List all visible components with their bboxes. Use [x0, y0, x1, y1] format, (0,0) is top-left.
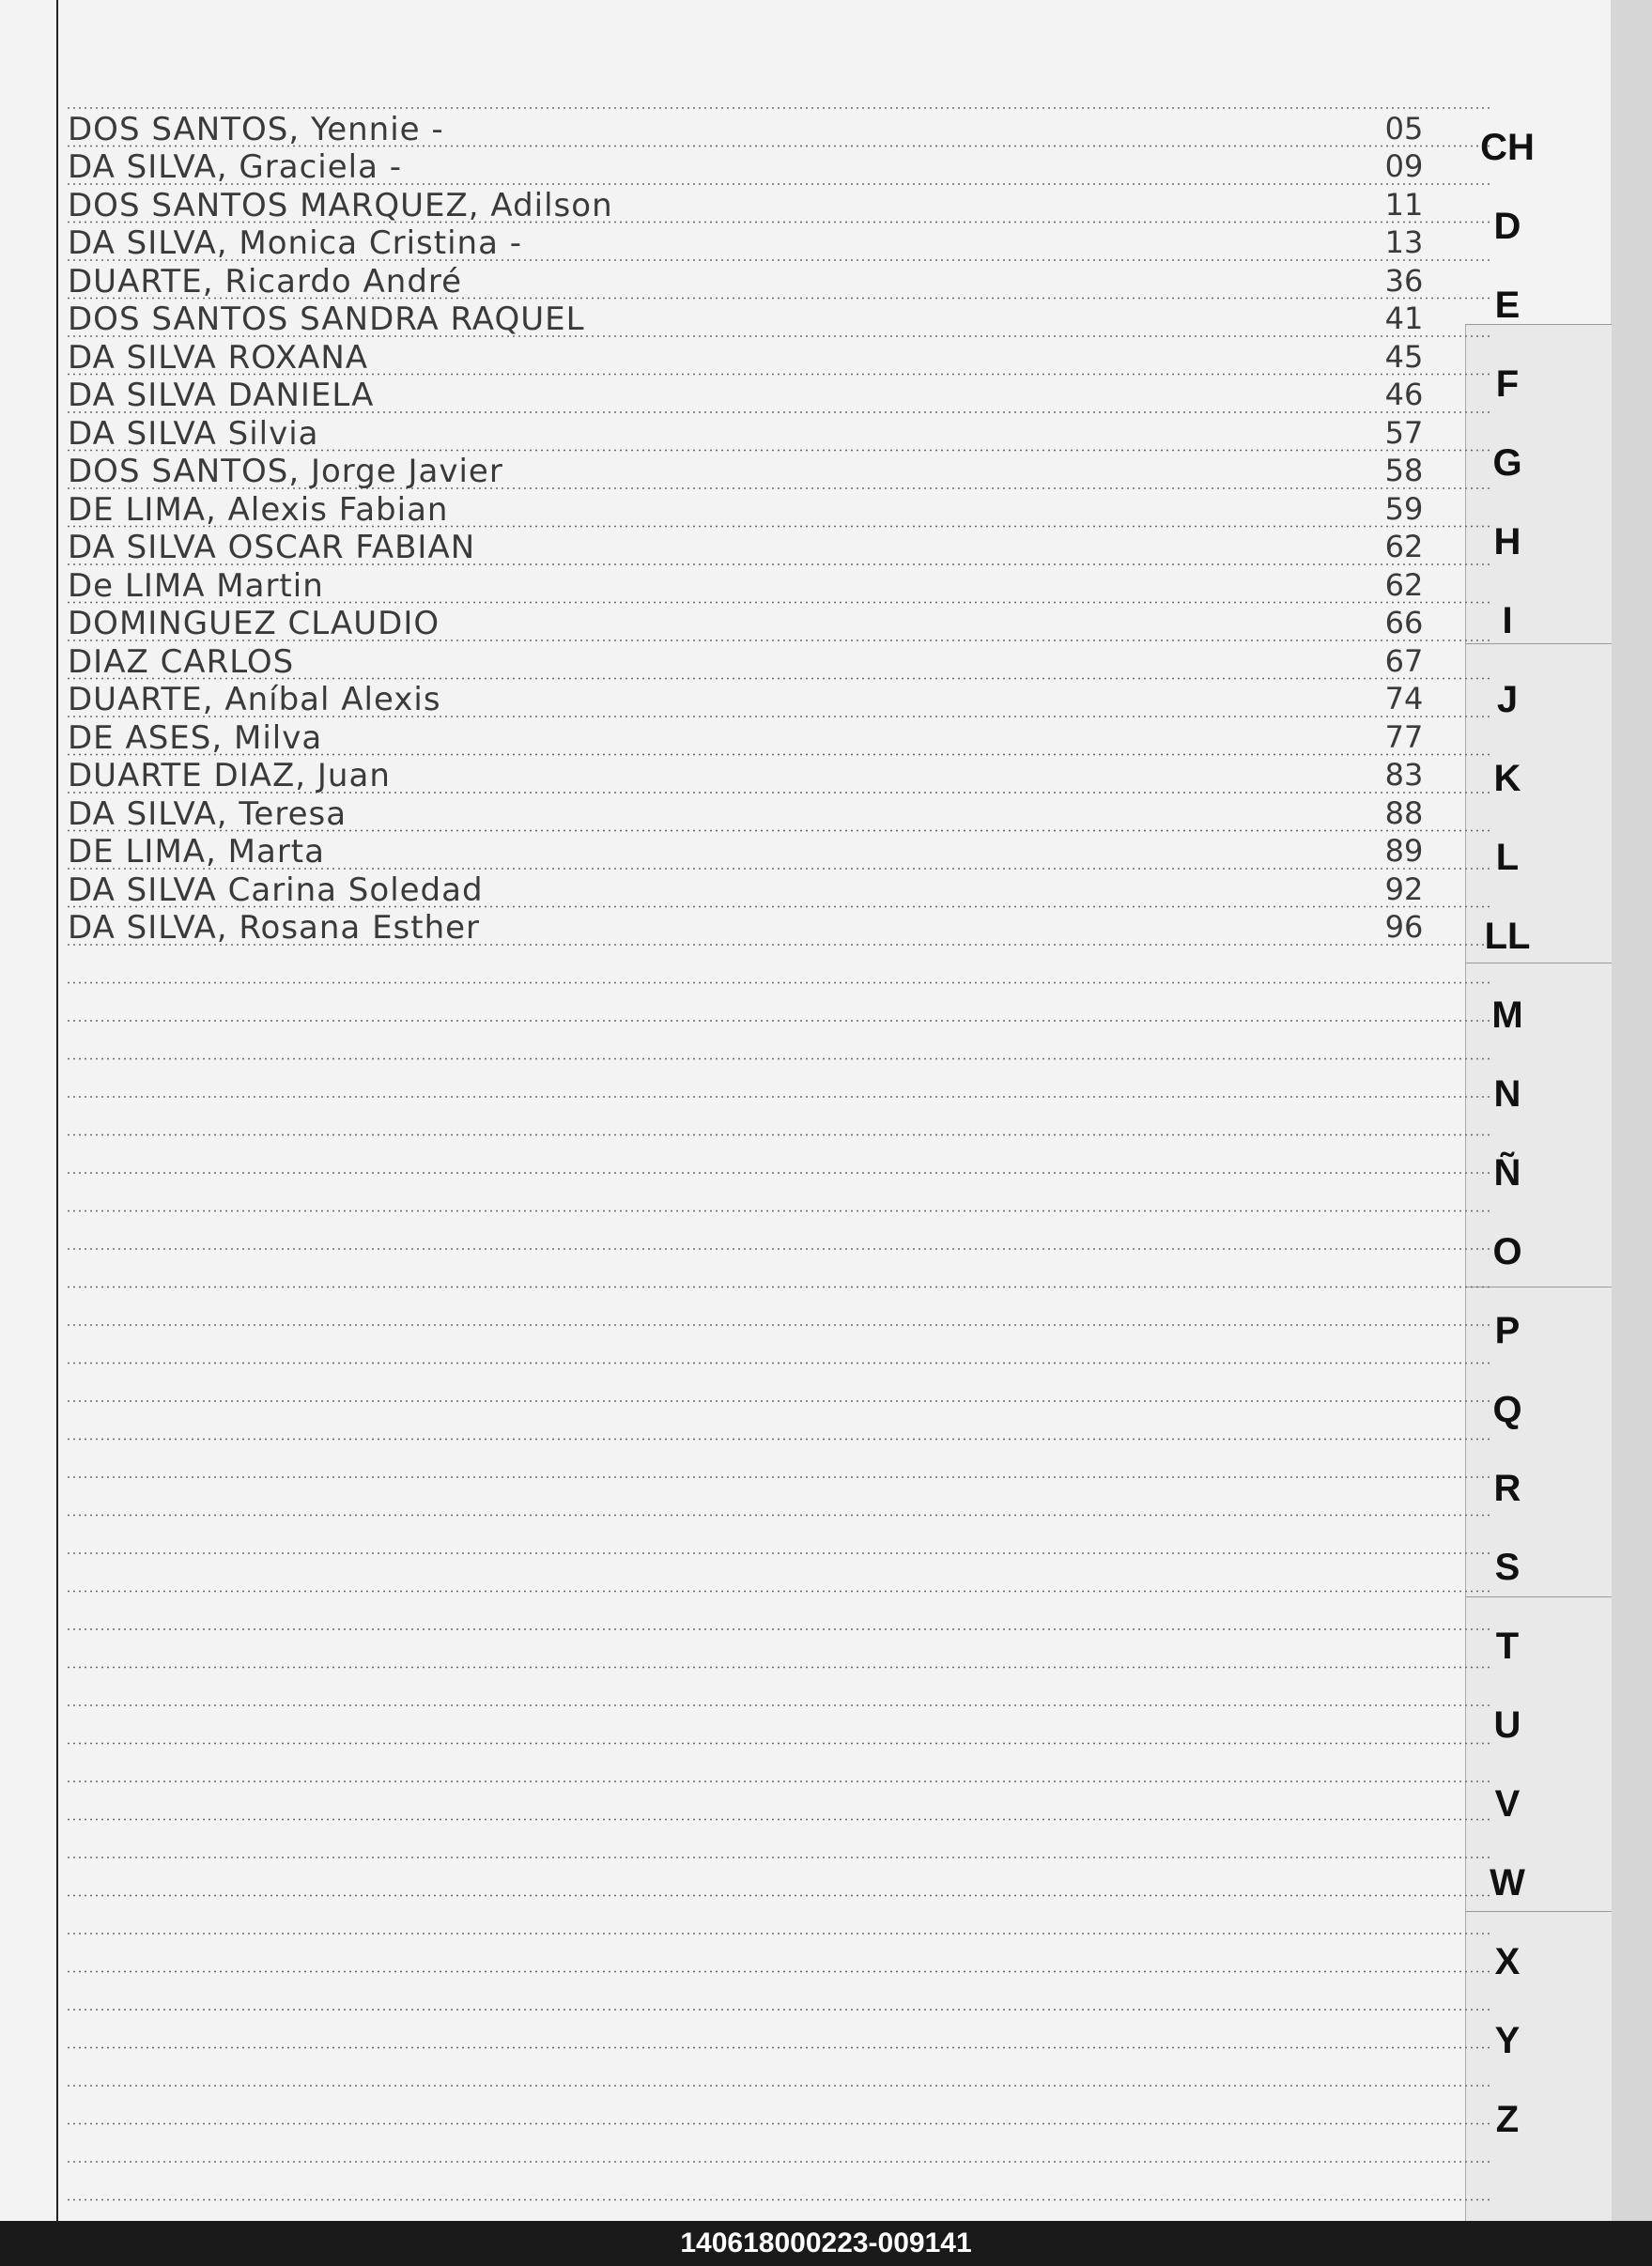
entry-page-number: 92 — [1384, 871, 1424, 907]
tab-letter[interactable]: X — [1494, 1941, 1521, 1982]
document-code: 140618000223-009141 — [0, 2221, 1652, 2266]
tab-letter[interactable]: M — [1491, 994, 1523, 1036]
entry-name: DA SILVA DANIELA — [68, 377, 375, 414]
entry-page-number: 05 — [1384, 110, 1424, 146]
entry-page-number: 13 — [1384, 224, 1424, 260]
entry-name: DA SILVA Silvia — [68, 414, 319, 453]
entry-name: DA SILVA ROXANA — [68, 338, 369, 377]
entry-page-number: 59 — [1384, 490, 1424, 527]
entry-name: DIAZ CARLOS — [68, 642, 295, 681]
tab-letter[interactable]: F — [1495, 363, 1520, 405]
entry-name: DA SILVA OSCAR FABIAN — [68, 529, 476, 566]
tab-letter[interactable]: H — [1493, 521, 1521, 563]
tab-letter[interactable]: L — [1495, 837, 1520, 878]
entry-name: DUARTE, Aníbal Alexis — [68, 681, 441, 718]
tab-letter[interactable]: W — [1490, 1862, 1525, 1904]
tab-letter[interactable]: J — [1496, 679, 1519, 720]
tab-letter[interactable]: LL — [1484, 916, 1531, 957]
entry-name: DE ASES, Milva — [68, 718, 323, 757]
entry-page-number: 66 — [1384, 605, 1424, 640]
entry-name: DUARTE, Ricardo André — [68, 262, 463, 301]
entry-name: DE LIMA, Marta — [68, 833, 325, 871]
entry-page-number: 96 — [1384, 909, 1424, 945]
entry-name: DA SILVA Carina Soledad — [68, 871, 484, 909]
tab-letter[interactable]: Y — [1494, 2020, 1521, 2061]
tab-letter[interactable]: G — [1492, 442, 1522, 484]
tab-letter[interactable]: T — [1495, 1626, 1520, 1667]
entry-name: DOS SANTOS MARQUEZ, Adilson — [68, 186, 613, 224]
entry-name: DE LIMA, Alexis Fabian — [68, 490, 449, 529]
tab-letter[interactable]: Z — [1495, 2099, 1520, 2140]
entry-page-number: 11 — [1384, 186, 1424, 223]
entry-page-number: 62 — [1384, 566, 1424, 603]
entry-page-number: 41 — [1384, 301, 1424, 336]
tab-letter[interactable]: E — [1494, 285, 1521, 326]
entry-page-number: 83 — [1384, 757, 1424, 793]
tab-letter[interactable]: CH — [1480, 127, 1535, 168]
entry-page-number: 89 — [1384, 833, 1424, 869]
tab-letter[interactable]: P — [1494, 1310, 1521, 1351]
entry-name: DA SILVA, Graciela - — [68, 148, 402, 186]
entry-name: DOS SANTOS, Yennie - — [68, 110, 444, 148]
tab-letter[interactable]: U — [1493, 1704, 1521, 1746]
entry-page-number: 62 — [1384, 529, 1424, 564]
tab-letter[interactable]: Q — [1492, 1389, 1522, 1430]
entry-page-number: 09 — [1384, 148, 1424, 184]
entry-name: DOS SANTOS SANDRA RAQUEL — [68, 301, 585, 338]
tab-letter[interactable]: N — [1493, 1073, 1521, 1115]
binding-line — [56, 0, 58, 2221]
entry-name: DA SILVA, Monica Cristina - — [68, 224, 523, 262]
entry-name: DA SILVA, Rosana Esther — [68, 909, 481, 947]
tab-letter[interactable]: S — [1494, 1547, 1521, 1588]
entry-page-number: 88 — [1384, 794, 1424, 831]
entry-page-number: 45 — [1384, 338, 1424, 375]
tab-letter[interactable]: K — [1493, 758, 1521, 799]
entry-name: DUARTE DIAZ, Juan — [68, 757, 391, 794]
tab-letter[interactable]: I — [1502, 600, 1513, 641]
entry-name: DA SILVA, Teresa — [68, 794, 347, 833]
tab-letter[interactable]: Ñ — [1493, 1152, 1521, 1194]
tab-letter[interactable]: O — [1492, 1231, 1522, 1272]
entry-page-number: 36 — [1384, 262, 1424, 299]
entry-page-number: 67 — [1384, 642, 1424, 679]
entry-name: DOMINGUEZ CLAUDIO — [68, 605, 440, 642]
entry-page-number: 77 — [1384, 718, 1424, 755]
entry-page-number: 58 — [1384, 453, 1424, 488]
tab-letter[interactable]: R — [1493, 1468, 1521, 1509]
entry-name: DOS SANTOS, Jorge Javier — [68, 453, 503, 490]
entry-page-number: 57 — [1384, 414, 1424, 451]
tab-letter[interactable]: D — [1493, 206, 1521, 247]
entry-page-number: 46 — [1384, 377, 1424, 412]
entry-name: De LIMA Martin — [68, 566, 324, 605]
tab-letter[interactable]: V — [1494, 1783, 1521, 1825]
entry-page-number: 74 — [1384, 681, 1424, 717]
